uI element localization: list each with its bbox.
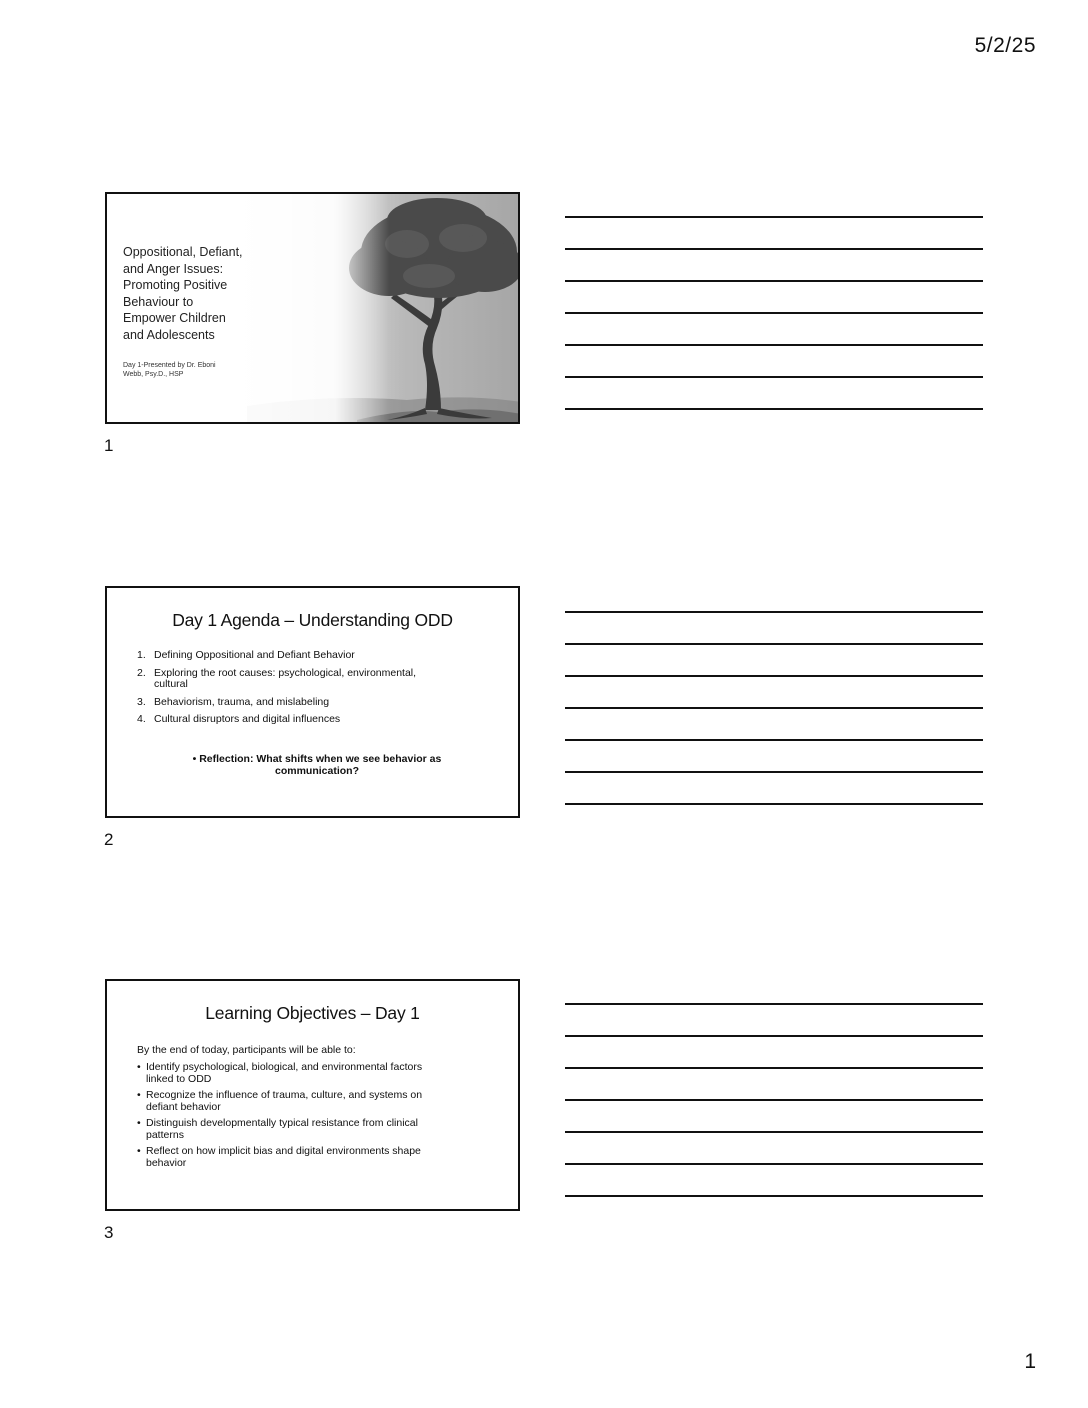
notes-lines-1 <box>565 216 983 440</box>
notes-lines-3 <box>565 1003 983 1227</box>
slide-1-presenter: Day 1-Presented by Dr. Eboni Webb, Psy.D., HSP <box>123 362 216 378</box>
slide-3-title: Learning Objectives – Day 1 <box>205 1003 420 1023</box>
slide-2-title: Day 1 Agenda – Understanding ODD <box>172 610 453 630</box>
list-item: • Identify psychological, biological, and environmental factors linked to ODD <box>137 1061 423 1085</box>
objectives-intro: By the end of today, participants will be able to: <box>137 1044 356 1056</box>
slide-number-2: 2 <box>104 830 114 849</box>
notes-lines-2 <box>565 611 983 835</box>
slide-3-thumbnail <box>105 979 520 1211</box>
slide-2-thumbnail <box>105 586 520 818</box>
list-item: 1. Defining Oppositional and Defiant Behavior <box>137 649 355 661</box>
list-item: • Distinguish developmentally typical resistance from clinical patterns <box>137 1117 418 1141</box>
list-item: • Reflect on how implicit bias and digital environments shape behavior <box>137 1145 421 1169</box>
objectives-list <box>137 1062 467 1174</box>
slide-number-3: 3 <box>104 1223 114 1242</box>
reflection-prompt: • Reflection: What shifts when we see behavior as communication? <box>192 753 442 777</box>
list-item: 3. Behaviorism, trauma, and mislabeling <box>137 695 330 708</box>
slide-number-1: 1 <box>104 436 114 455</box>
list-item: 2. Exploring the root causes: psychological, environmental, cultural <box>137 666 417 690</box>
header-date: 5/2/25 <box>974 34 1036 57</box>
slide-1-thumbnail <box>105 192 520 424</box>
page-number: 1 <box>1024 1350 1036 1373</box>
list-item: • Recognize the influence of trauma, culture, and systems on defiant behavior <box>137 1089 423 1113</box>
slide-1-title: Oppositional, Defiant, and Anger Issues: Promoting Positive Behaviour to Empower Children and Adolescents <box>123 245 243 342</box>
list-item: 4. Cultural disruptors and digital influences <box>137 713 341 725</box>
agenda-list <box>137 650 477 732</box>
